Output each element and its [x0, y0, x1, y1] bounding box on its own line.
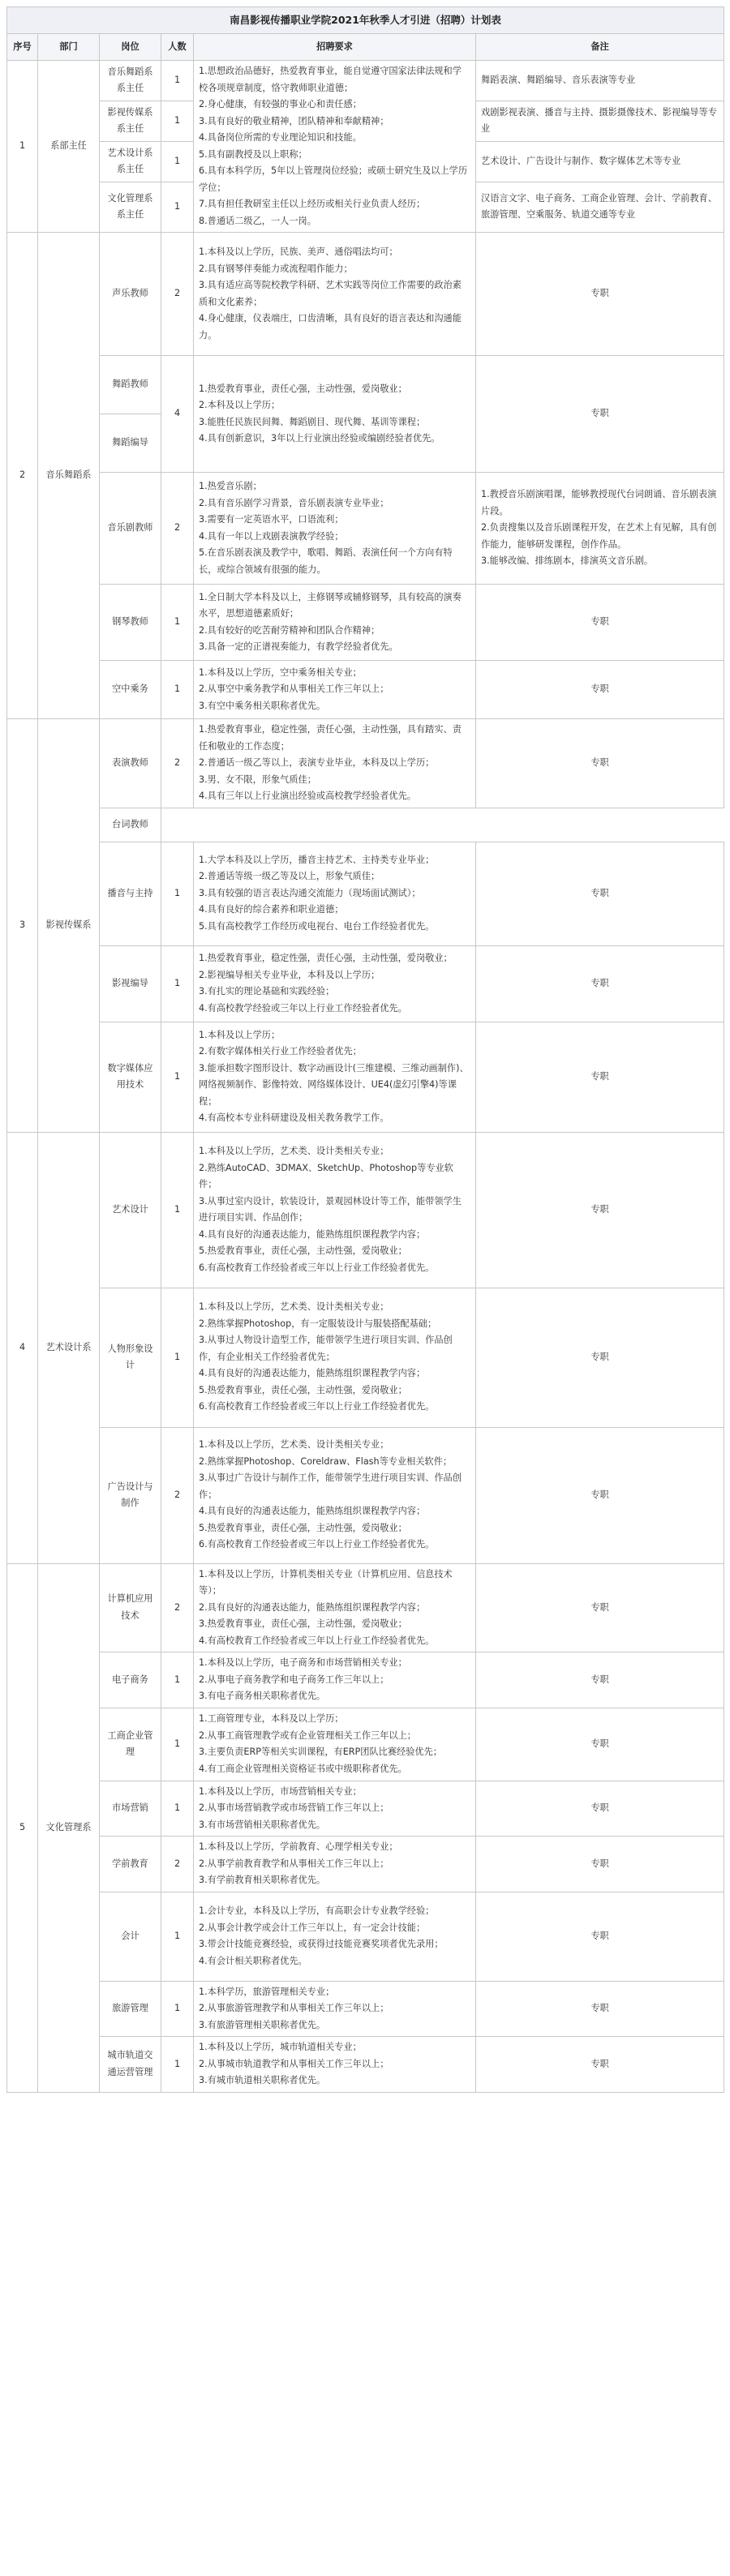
requirements [194, 1288, 476, 1427]
requirement-line: 1.本科及以上学历，民族、美声、通俗唱法均可； [199, 246, 398, 257]
requirement-line: 3.主要负责ERP等相关实训课程，有ERP团队比赛经验优先； [199, 1747, 442, 1757]
requirement-line: 5.热爱教育事业，责任心强，主动性强，爱岗敬业； [199, 1245, 407, 1256]
requirement-line: 1.本科及以上学历，计算机类相关专业（计算机应用、信息技术等）； [199, 1568, 453, 1596]
note: 专职 [476, 1563, 724, 1652]
post-name: 数字媒体应用技术 [100, 1022, 161, 1132]
requirements [194, 1708, 476, 1781]
requirement-line: 1.本科及以上学历，空中乘务相关专业； [199, 667, 362, 678]
header-requirements: 招聘要求 [194, 34, 476, 61]
table-row [7, 945, 724, 1022]
table-row [7, 842, 724, 945]
requirement-line: 2.从事旅游管理教学和从事相关工作三年以上； [199, 2003, 389, 2013]
requirement-line: 1.大学本科及以上学历，播音主持艺术、主持类专业毕业； [199, 854, 435, 865]
requirement-line: 6.有高校教育工作经验者或三年以上行业工作经验者优先。 [199, 1539, 435, 1550]
requirements [194, 1781, 476, 1837]
headcount: 2 [161, 719, 194, 808]
requirements [194, 1132, 476, 1288]
headcount: 2 [161, 1427, 194, 1563]
requirement-line: 3.具有较强的语言表达沟通交流能力（现场面试测试）； [199, 887, 421, 898]
note: 专职 [476, 1837, 724, 1892]
note [476, 473, 724, 585]
note-line: 1.教授音乐剧演唱课，能够教授现代台词朗诵、音乐剧表演片段。 [481, 489, 717, 516]
headcount: 1 [161, 2037, 194, 2093]
department-name: 系部主任 [38, 61, 100, 233]
requirement-line: 1.热爱音乐剧； [199, 481, 262, 491]
row-number: 2 [7, 233, 38, 719]
header-count: 人数 [161, 34, 194, 61]
note: 专职 [476, 1427, 724, 1563]
post-name: 学前教育 [100, 1837, 161, 1892]
requirement-line: 4.具有良好的沟通表达能力，能熟练组织课程教学内容； [199, 1228, 426, 1240]
table-row [7, 719, 724, 808]
note: 专职 [476, 1132, 724, 1288]
requirement-line: 5.热爱教育事业，责任心强，主动性强，爱岗敬业； [199, 1522, 407, 1533]
requirement-line: 3.有空中乘务相关职称者优先。 [199, 700, 326, 711]
post-name: 播音与主持 [100, 842, 161, 945]
requirement-line: 4.有会计相关职称者优先。 [199, 1955, 307, 1966]
requirement-line: 2.普通话一级乙等以上，表演专业毕业，本科及以上学历； [199, 757, 435, 768]
post-name: 钢琴教师 [100, 585, 161, 661]
requirement-line: 1.本科及以上学历，学前教育、心理学相关专业； [199, 1841, 398, 1852]
recruitment-plan-table [6, 6, 724, 2093]
headcount: 1 [161, 61, 194, 101]
requirement-line: 3.有扎实的理论基础和实践经验； [199, 986, 335, 997]
post-name: 表演教师 [100, 719, 161, 808]
note: 艺术设计、广告设计与制作、数字媒体艺术等专业 [476, 141, 724, 182]
row-number: 4 [7, 1132, 38, 1563]
requirement-line: 4.身心健康，仪表端庄，口齿清晰，具有良好的语言表达和沟通能力。 [199, 313, 462, 341]
post-name: 舞蹈教师 [100, 356, 161, 414]
requirement-line: 2.本科及以上学历； [199, 400, 281, 410]
department-name: 艺术设计系 [38, 1132, 100, 1563]
requirement-line: 1.会计专业，本科及以上学历，有高职会计专业教学经验； [199, 1905, 435, 1916]
table-row [7, 356, 724, 414]
requirement-line: 3.从事过广告设计与制作工作，能带领学生进行项目实训、作品创作； [199, 1472, 462, 1500]
post-name: 音乐剧教师 [100, 473, 161, 585]
table-row [7, 1288, 724, 1427]
post-name: 文化管理系系主任 [100, 182, 161, 232]
requirements [194, 585, 476, 661]
requirement-line: 6.有高校教育工作经验者或三年以上行业工作经验者优先。 [199, 1401, 435, 1412]
requirement-line: 3.有旅游管理相关职称者优先。 [199, 2019, 326, 2030]
table-row [7, 1837, 724, 1892]
department-name: 影视传媒系 [38, 719, 100, 1133]
post-name: 市场营销 [100, 1781, 161, 1837]
requirements [194, 1892, 476, 1981]
note: 专职 [476, 1288, 724, 1427]
headcount: 1 [161, 141, 194, 182]
post-name: 艺术设计系系主任 [100, 141, 161, 182]
requirement-line: 4.具有一年以上戏剧表演教学经验； [199, 530, 344, 542]
requirement-line: 2.有数字媒体相关行业工作经验者优先； [199, 1046, 362, 1057]
note: 专职 [476, 719, 724, 808]
header-no: 序号 [7, 34, 38, 61]
headcount: 1 [161, 1288, 194, 1427]
note: 戏剧影视表演、播音与主持、摄影摄像技术、影视编导等专业 [476, 101, 724, 141]
requirements [194, 1981, 476, 2037]
post-name: 舞蹈编导 [100, 414, 161, 473]
requirement-line: 2.从事空中乘务教学和从事相关工作三年以上； [199, 684, 389, 695]
headcount: 1 [161, 945, 194, 1022]
requirements [194, 2037, 476, 2093]
department-name: 文化管理系 [38, 1563, 100, 2092]
requirement-line: 1.热爱教育事业，稳定性强，责任心强，主动性强，爱岗敬业； [199, 953, 453, 963]
row-number: 5 [7, 1563, 38, 2092]
requirement-line: 7.具有担任教研室主任以上经历或相关行业负责人经历； [199, 199, 426, 209]
requirements [194, 661, 476, 719]
row-number: 1 [7, 61, 38, 233]
note: 专职 [476, 356, 724, 473]
post-name: 台词教师 [100, 808, 161, 842]
requirements [194, 473, 476, 585]
requirement-line: 2.具有音乐剧学习背景，音乐剧表演专业毕业； [199, 497, 389, 508]
requirements [194, 1837, 476, 1892]
requirement-line: 3.有市场营销相关职称者优先。 [199, 1819, 326, 1830]
table-row [7, 1563, 724, 1652]
headcount: 1 [161, 1652, 194, 1708]
requirement-line: 4.有高校教学经验或三年以上行业工作经验者优先。 [199, 1002, 407, 1014]
department-name: 音乐舞蹈系 [38, 233, 100, 719]
table-title: 南昌影视传播职业学院2021年秋季人才引进（招聘）计划表 [7, 7, 724, 34]
table-row [7, 585, 724, 661]
requirement-line: 3.有电子商务相关职称者优先。 [199, 1691, 326, 1701]
headcount: 1 [161, 661, 194, 719]
headcount: 1 [161, 1892, 194, 1981]
post-name: 广告设计与制作 [100, 1427, 161, 1563]
headcount: 2 [161, 473, 194, 585]
note: 专职 [476, 2037, 724, 2093]
requirement-line: 2.熟练AutoCAD、3DMAX、SketchUp、Photoshop等专业软件； [199, 1162, 453, 1189]
table-row [7, 808, 724, 842]
requirement-line: 3.男、女不限，形象气质佳； [199, 774, 316, 785]
requirement-line: 2.具有良好的沟通表达能力，能熟练组织课程教学内容； [199, 1601, 426, 1613]
requirement-line: 5.在音乐剧表演及教学中，歌唱、舞蹈、表演任何一个方向有特长，或综合领域有很强的能力。 [199, 547, 453, 575]
requirement-line: 1.思想政治品德好，热爱教育事业，能自觉遵守国家法律法规和学校各项规章制度，恪守教师职业道德； [199, 66, 462, 93]
requirement-line: 5.热爱教育事业，责任心强，主动性强，爱岗敬业； [199, 1384, 407, 1395]
requirement-line: 3.有城市轨道相关职称者优先。 [199, 2075, 326, 2085]
requirement-line: 2.从事市场营销教学或市场营销工作三年以上； [199, 1802, 389, 1813]
note: 专职 [476, 1892, 724, 1981]
requirement-line: 3.具有适应高等院校教学科研、艺术实践等岗位工作需要的政治素质和文化素养； [199, 280, 462, 307]
requirement-line: 3.带会计技能竞赛经验，或获得过技能竞赛奖项者优先录用； [199, 1939, 444, 1949]
requirement-line: 5.具有副教授及以上职称； [199, 148, 307, 160]
post-name: 工商企业管理 [100, 1708, 161, 1781]
table-row [7, 1652, 724, 1708]
header-row [7, 34, 724, 61]
requirement-line: 2.熟练掌握Photoshop、Coreldraw、Flash等专业相关软件； [199, 1455, 453, 1467]
note: 舞蹈表演、舞蹈编导、音乐表演等专业 [476, 61, 724, 101]
table-row [7, 2037, 724, 2093]
header-dept: 部门 [38, 34, 100, 61]
table-row [7, 61, 724, 101]
post-name: 电子商务 [100, 1652, 161, 1708]
requirement-line: 2.身心健康，有较强的事业心和责任感； [199, 99, 362, 109]
table-row [7, 1981, 724, 2037]
requirement-line: 3.具备一定的正谱视奏能力，有教学经验者优先。 [199, 641, 398, 652]
requirements [194, 1652, 476, 1708]
post-name: 影视传媒系系主任 [100, 101, 161, 141]
note: 专职 [476, 1652, 724, 1708]
table-body [7, 7, 724, 2093]
requirement-line: 3.能承担数字图形设计、数字动画设计(三维建模、三维动画制作)、网络视频制作、影像特效、网络媒体设计、UE4(虚幻引擎4)等课程； [199, 1062, 469, 1107]
post-name: 旅游管理 [100, 1981, 161, 2037]
requirement-line: 2.从事电子商务教学和电子商务工作三年以上； [199, 1674, 389, 1685]
post-name: 人物形象设计 [100, 1288, 161, 1427]
headcount: 1 [161, 1132, 194, 1288]
table-row [7, 1022, 724, 1132]
note: 专职 [476, 585, 724, 661]
requirement-line: 1.全日制大学本科及以上，主修钢琴或辅修钢琴，具有较高的演奏水平，思想道德素质好； [199, 591, 462, 619]
requirement-line: 1.热爱教育事业，责任心强，主动性强，爱岗敬业； [199, 383, 407, 394]
note-line: 2.负责搜集以及音乐剧课程开发，在艺术上有见解，具有创作能力，能够研发课程，创作作品。 [481, 522, 717, 550]
requirement-line: 2.从事会计教学或会计工作三年以上，有一定会计技能； [199, 1922, 426, 1933]
requirement-line: 1.本科及以上学历，电子商务和市场营销相关专业； [199, 1657, 407, 1668]
table-row [7, 473, 724, 585]
requirement-line: 4.具有良好的沟通表达能力，能熟练组织课程教学内容； [199, 1368, 426, 1379]
table-row [7, 1132, 724, 1288]
note-line: 3.能够改编、排练剧本，排演英文音乐剧。 [481, 555, 654, 567]
note: 汉语言文字、电子商务、工商企业管理、会计、学前教育、旅游管理、空乘服务、轨道交通等专业 [476, 182, 724, 232]
requirement-line: 4.具有良好的综合素养和职业道德； [199, 904, 344, 915]
note: 专职 [476, 945, 724, 1022]
headcount: 1 [161, 1981, 194, 2037]
table-row [7, 1708, 724, 1781]
requirement-line: 4.有高校教育工作经验者或三年以上行业工作经验者优先。 [199, 1635, 435, 1646]
requirement-line: 3.有学前教育相关职称者优先。 [199, 1875, 326, 1885]
requirement-line: 2.从事城市轨道教学和从事相关工作三年以上； [199, 2058, 389, 2069]
requirements [194, 233, 476, 356]
requirements [194, 356, 476, 473]
requirements [194, 1022, 476, 1132]
headcount: 1 [161, 585, 194, 661]
requirement-line: 3.热爱教育事业，责任心强，主动性强，爱岗敬业； [199, 1618, 407, 1629]
requirement-line: 6.有高校教育工作经验者或三年以上行业工作经验者优先。 [199, 1262, 435, 1273]
requirement-line: 4.具有良好的沟通表达能力，能熟练组织课程教学内容； [199, 1506, 426, 1517]
requirement-line: 2.普通话等级一级乙等及以上，形象气质佳； [199, 871, 380, 882]
table-row [7, 233, 724, 356]
table-row [7, 1781, 724, 1837]
headcount: 2 [161, 1837, 194, 1892]
requirement-line: 3.具有良好的敬业精神，团队精神和奉献精神； [199, 115, 389, 126]
requirement-line: 1.本科学历，旅游管理相关专业； [199, 1986, 335, 1997]
note: 专职 [476, 1708, 724, 1781]
requirements [194, 1427, 476, 1563]
note: 专职 [476, 1781, 724, 1837]
note: 专职 [476, 1022, 724, 1132]
requirement-line: 1.热爱教育事业，稳定性强，责任心强，主动性强，具有踏实、责任和敬业的工作态度； [199, 724, 462, 752]
requirement-line: 6.具有本科学历，5年以上管理岗位经验；或硕士研究生及以上学历学位； [199, 165, 468, 193]
requirement-line: 4.有高校本专业科研建设及相关教务教学工作。 [199, 1112, 389, 1123]
post-name: 声乐教师 [100, 233, 161, 356]
headcount: 4 [161, 356, 194, 473]
post-name: 空中乘务 [100, 661, 161, 719]
recruitment-plan-table-wrap [6, 6, 724, 2093]
requirements [194, 842, 476, 945]
table-row [7, 661, 724, 719]
requirement-line: 1.本科及以上学历，艺术类、设计类相关专业； [199, 1439, 389, 1451]
requirement-line: 1.本科及以上学历，艺术类、设计类相关专业； [199, 1146, 389, 1156]
note: 专职 [476, 233, 724, 356]
requirement-line: 4.有工商企业管理相关资格证书或中级职称者优先。 [199, 1763, 407, 1774]
headcount: 1 [161, 1781, 194, 1837]
post-name: 计算机应用技术 [100, 1563, 161, 1652]
requirement-line: 2.熟练掌握Photoshop，有一定服装设计与服装搭配基础； [199, 1318, 437, 1329]
post-name: 音乐舞蹈系系主任 [100, 61, 161, 101]
requirement-line: 1.本科及以上学历，艺术类、设计类相关专业； [199, 1301, 389, 1313]
requirement-line: 1.工商管理专业，本科及以上学历； [199, 1713, 344, 1724]
requirements [194, 1563, 476, 1652]
requirement-line: 2.影视编导相关专业毕业，本科及以上学历； [199, 969, 380, 980]
title-row [7, 7, 724, 34]
requirement-line: 8.普通话二级乙，一人一岗。 [199, 215, 316, 226]
headcount: 1 [161, 182, 194, 232]
requirements [194, 945, 476, 1022]
note: 专职 [476, 842, 724, 945]
requirement-line: 1.本科及以上学历，城市轨道相关专业； [199, 2042, 362, 2052]
note: 专职 [476, 1981, 724, 2037]
requirement-line: 3.从事过室内设计，软装设计，景观园林设计等工作，能带领学生进行项目实训、作品创作； [199, 1195, 462, 1223]
headcount: 2 [161, 1563, 194, 1652]
headcount: 1 [161, 1708, 194, 1781]
requirement-line: 2.从事工商管理教学或有企业管理相关工作三年以上； [199, 1729, 416, 1741]
requirement-line: 3.需要有一定英语水平，口语流利； [199, 514, 344, 525]
post-name: 艺术设计 [100, 1132, 161, 1288]
headcount: 1 [161, 842, 194, 945]
headcount: 1 [161, 1022, 194, 1132]
requirement-line: 4.具有创新意识，3年以上行业演出经验或编剧经验者优先。 [199, 433, 440, 444]
requirement-line: 2.从事学前教育教学和从事相关工作三年以上； [199, 1858, 389, 1869]
requirements [194, 719, 476, 808]
post-name: 影视编导 [100, 945, 161, 1022]
post-name: 会计 [100, 1892, 161, 1981]
requirement-line: 2.具有较好的吃苦耐劳精神和团队合作精神； [199, 624, 380, 636]
requirement-line: 3.从事过人物设计造型工作，能带领学生进行项目实训、作品创作，有企业相关工作经验者优先； [199, 1335, 453, 1362]
requirement-line: 1.本科及以上学历，市场营销相关专业； [199, 1785, 362, 1797]
table-row [7, 1427, 724, 1563]
row-number: 3 [7, 719, 38, 1133]
header-post: 岗位 [100, 34, 161, 61]
post-name: 城市轨道交通运营管理 [100, 2037, 161, 2093]
table-row [7, 1892, 724, 1981]
requirement-line: 5.具有高校教学工作经历或电视台、电台工作经验者优先。 [199, 920, 435, 932]
requirement-line: 1.本科及以上学历； [199, 1029, 281, 1040]
requirement-line: 2.具有钢琴伴奏能力或流程唱作能力； [199, 263, 353, 274]
requirement-line: 4.具有三年以上行业演出经验或高校教学经验者优先。 [199, 791, 416, 801]
requirements [194, 61, 476, 233]
requirement-line: 3.能胜任民族民间舞、舞蹈剧目、现代舞、基训等课程； [199, 416, 426, 427]
requirement-line: 4.具备岗位所需的专业理论知识和技能。 [199, 132, 362, 143]
headcount: 1 [161, 101, 194, 141]
headcount: 2 [161, 233, 194, 356]
note: 专职 [476, 661, 724, 719]
header-note: 备注 [476, 34, 724, 61]
